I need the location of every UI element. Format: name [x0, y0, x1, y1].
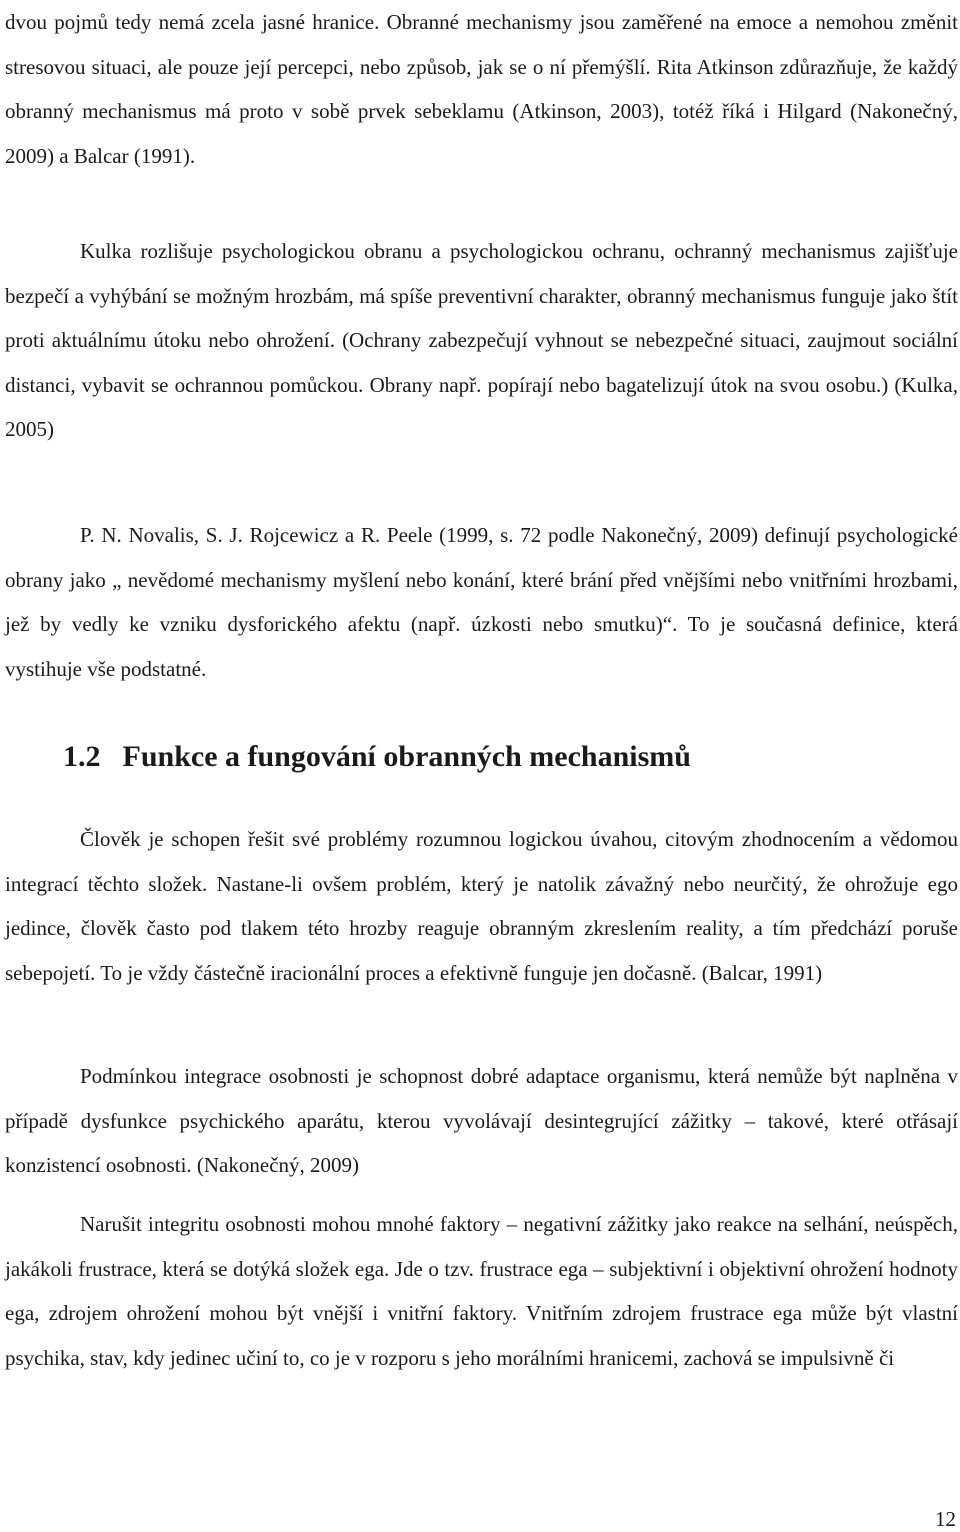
page-number: 12	[935, 1507, 956, 1531]
section-title: Funkce a fungování obranných mechanismů	[122, 740, 691, 773]
paragraph: Kulka rozlišuje psychologickou obranu a psychologickou ochranu, ochranný mechanismus zajišťuje bezpečí a vyhýbání se možným hrozbám, má spíše preventivní charakter, obranný mechanismus funguje jako štít proti aktuálnímu útoku nebo ohrožení. (Ochrany zabezpečují vyhnout se nebezpečné situaci, zaujmout sociální distanci, vybavit se ochrannou pomůckou. Obrany např. popírají nebo bagatelizují útok na svou osobu.) (Kulka, 2005)	[5, 239, 958, 442]
section-heading	[63, 735, 691, 779]
paragraph: dvou pojmů tedy nemá zcela jasné hranice. Obranné mechanismy jsou zaměřené na emoce a nemohou změnit stresovou situaci, ale pouze její percepci, nebo způsob, jak se o ní přemýšlí. Rita Atkinson zdůrazňuje, že každý obranný mechanismus má proto v sobě prvek sebeklamu (Atkinson, 2003), totéž říká i Hilgard (Nakonečný, 2009) a Balcar (1991).	[5, 10, 958, 168]
paragraph: Narušit integritu osobnosti mohou mnohé faktory – negativní zážitky jako reakce na selhání, neúspěch, jakákoli frustrace, která se dotýká složek ega. Jde o tzv. frustrace ega – subjektivní i objektivní ohrožení hodnoty ega, zdrojem ohrožení mohou být vnější i vnitřní faktory. Vnitřním zdrojem frustrace ega může být vlastní psychika, stav, kdy jedinec učiní to, co je v rozporu s jeho morálními hranicemi, zachová se impulsivně či	[5, 1212, 958, 1370]
paragraph: P. N. Novalis, S. J. Rojcewicz a R. Peele (1999, s. 72 podle Nakonečný, 2009) definují psychologické obrany jako „ nevědomé mechanismy myšlení nebo konání, které brání před vnějšími nebo vnitřními hrozbami, jež by vedly ke vzniku dysforického afektu (např. úzkosti nebo smutku)“. To je současná definice, která vystihuje vše podstatné.	[5, 523, 958, 681]
paragraph: Člověk je schopen řešit své problémy rozumnou logickou úvahou, citovým zhodnocením a vědomou integrací těchto složek. Nastane-li ovšem problém, který je natolik závažný nebo neurčitý, že ohrožuje ego jedince, člověk často pod tlakem této hrozby reaguje obranným zkreslením reality, a tím předchází poruše sebepojetí. To je vždy částečně iracionální proces a efektivně funguje jen dočasně. (Balcar, 1991)	[5, 827, 958, 985]
section-number: 1.2	[63, 740, 101, 773]
paragraph: Podmínkou integrace osobnosti je schopnost dobré adaptace organismu, která nemůže být naplněna v případě dysfunkce psychického aparátu, kterou vyvolávají desintegrující zážitky – takové, které otřásají konzistencí osobnosti. (Nakonečný, 2009)	[5, 1064, 958, 1178]
